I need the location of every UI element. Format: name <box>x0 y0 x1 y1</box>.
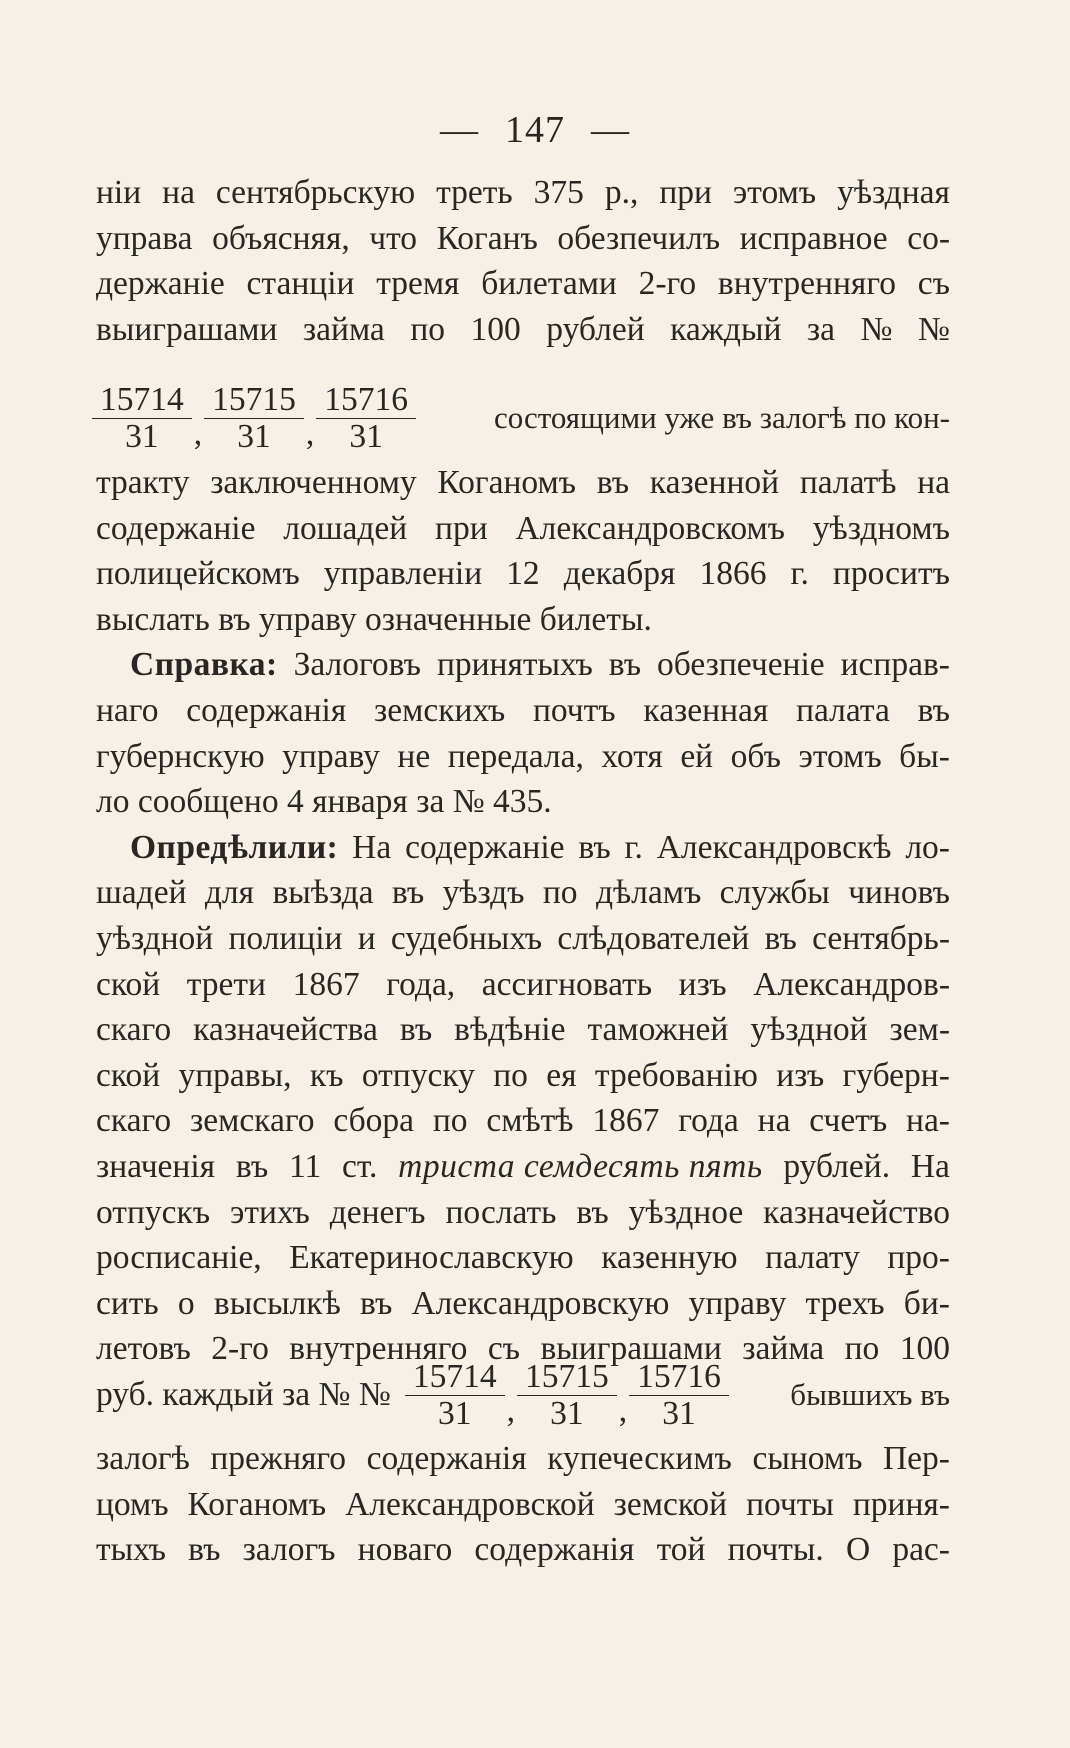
word: на <box>757 1102 791 1140</box>
word: въ <box>578 828 611 866</box>
word: содержанія <box>186 691 347 729</box>
word: слѣдователей <box>557 919 750 957</box>
word: передала, <box>447 737 584 775</box>
word: 1867 <box>592 1102 660 1140</box>
paragraph-2 <box>96 460 950 1372</box>
opredelili-label: Опредѣлили: <box>130 828 339 866</box>
word: палата <box>796 691 890 729</box>
word: тыхъ <box>96 1531 166 1569</box>
fraction: $\frac{15715}{31}$ <box>521 1359 613 1432</box>
word: уѣздъ <box>442 874 525 912</box>
text-line <box>96 1007 950 1053</box>
word: къ <box>309 1056 344 1094</box>
word: года <box>678 1102 739 1140</box>
word: изъ <box>776 1056 825 1094</box>
italic-amount: триста семдесять пять <box>398 1147 763 1185</box>
text-line <box>96 170 950 216</box>
text-line <box>96 1235 950 1281</box>
word: принятыхъ <box>436 646 593 684</box>
text-line <box>96 1527 950 1573</box>
word: билетами <box>481 265 617 303</box>
word: по <box>432 1102 468 1140</box>
fraction-row-1: $\frac{15714}{31}$ , $\frac{15715}{31}$ , $\frac{15716}{31}$ состоящими уже въ залогѣ по кон- <box>96 373 950 463</box>
word: росписаніе, <box>96 1239 262 1277</box>
word: судебныхъ <box>390 919 543 957</box>
word: въ <box>188 1531 221 1569</box>
word: года, <box>386 965 456 1003</box>
word: полицейскомъ <box>96 555 300 593</box>
word: внутренняго <box>717 265 896 303</box>
word: почтъ <box>533 691 616 729</box>
word: уѣздное <box>628 1193 744 1231</box>
word: въ <box>764 919 797 957</box>
word: вѣдѣніе <box>454 1011 566 1049</box>
text-line: ло сообщено 4 января за № 435. <box>96 783 552 821</box>
word: внутренняго <box>289 1330 468 1368</box>
text-line <box>96 216 950 262</box>
word: со- <box>907 219 950 257</box>
word: для <box>204 874 255 912</box>
word: съ <box>917 265 950 303</box>
text-line <box>96 1098 950 1144</box>
word: обезпечилъ <box>557 219 721 257</box>
text-line <box>96 307 950 353</box>
word: Александровскѣ <box>656 828 892 866</box>
word: бы- <box>899 737 950 775</box>
word: за <box>806 310 836 348</box>
word: содержаніе <box>96 509 256 547</box>
word: ст. <box>341 1147 378 1185</box>
word: ніи <box>96 174 142 211</box>
word: губерн- <box>842 1056 950 1094</box>
word: послать <box>445 1193 557 1231</box>
text-line: выслать въ управу означенные билеты. <box>96 600 652 638</box>
word: приня- <box>852 1485 950 1523</box>
word: выиграшами <box>96 310 278 348</box>
word: казенная <box>643 691 769 729</box>
word: тремя <box>376 265 460 303</box>
text-line <box>96 1053 950 1099</box>
page-header <box>0 108 1070 152</box>
word: г. <box>790 555 809 593</box>
word: 12 <box>506 555 540 593</box>
paragraph-3 <box>96 1436 950 1573</box>
word: по <box>844 1330 880 1368</box>
fraction-leading-text: руб. каждый за № № <box>96 1376 391 1413</box>
word: при <box>659 174 712 211</box>
word: этомъ <box>732 174 817 211</box>
word: 1866 <box>699 555 767 593</box>
word: на- <box>906 1102 950 1140</box>
word: 1867 <box>292 965 360 1003</box>
word: декабря <box>563 555 676 593</box>
word: № <box>918 310 950 348</box>
word: сыномъ <box>752 1440 863 1477</box>
word: объясняя, <box>212 219 350 257</box>
word: ей <box>680 737 714 775</box>
word: летовъ <box>96 1330 191 1368</box>
word: рублей. <box>783 1147 891 1185</box>
word: шадей <box>96 874 187 912</box>
word: съ <box>487 1330 521 1368</box>
word: счетъ <box>809 1102 888 1140</box>
word: каждый <box>670 310 782 348</box>
word: смѣтѣ <box>486 1102 574 1140</box>
word: На <box>352 828 392 866</box>
opredelili-line <box>96 825 950 871</box>
word: Коганомъ <box>187 1485 327 1523</box>
word: на <box>917 464 950 501</box>
text-line <box>96 1190 950 1236</box>
fraction: $\frac{15714}{31}$ <box>96 382 188 455</box>
fraction: $\frac{15714}{31}$ <box>409 1359 501 1432</box>
word: чиновъ <box>848 874 950 912</box>
word: казначейство <box>763 1193 950 1231</box>
word: не <box>397 737 431 775</box>
fraction-trailing-text: состоящими уже въ залогѣ по кон- <box>493 400 950 435</box>
word: 11 <box>288 1147 322 1185</box>
word: Александровскомъ <box>515 509 785 547</box>
word: земскаго <box>190 1102 315 1140</box>
word: по <box>410 310 445 348</box>
word: рублей <box>546 310 645 348</box>
word: ассигновать <box>481 965 653 1003</box>
fraction: $\frac{15716}{31}$ <box>633 1359 725 1432</box>
word: обезпеченіе <box>657 646 825 684</box>
word: при <box>435 509 488 547</box>
spravka-line <box>96 642 950 688</box>
word: губернскую <box>96 737 265 775</box>
word: купеческимъ <box>547 1440 732 1477</box>
word: высылкѣ <box>213 1284 341 1322</box>
spravka-label: Справка: <box>130 646 278 684</box>
word: въ <box>359 1284 393 1322</box>
text-line <box>96 1436 950 1482</box>
word: по <box>493 1056 528 1094</box>
word: по <box>542 874 578 912</box>
header-dash-right: — <box>591 109 630 151</box>
word: требованію <box>594 1056 758 1094</box>
word: хотя <box>601 737 663 775</box>
text-line <box>96 962 950 1008</box>
word: ской <box>96 1056 161 1094</box>
word: въ <box>608 646 642 684</box>
word: содержанія <box>366 1440 527 1477</box>
word: залогѣ <box>96 1440 190 1477</box>
fraction: $\frac{15715}{31}$ <box>208 382 300 455</box>
word: Александровскую <box>411 1284 670 1322</box>
word: денегъ <box>329 1193 426 1231</box>
header-dash-left: — <box>440 109 479 151</box>
word: въ <box>399 1011 433 1049</box>
word: этихъ <box>230 1193 310 1231</box>
word: управленіи <box>323 555 483 593</box>
word: цомъ <box>96 1485 169 1523</box>
word: полиціи <box>228 919 343 957</box>
word: выиграшами <box>540 1330 722 1368</box>
word: станціи <box>246 265 355 303</box>
word: лошадей <box>283 509 408 547</box>
word: Коганомъ <box>437 464 577 501</box>
text-line <box>96 734 950 780</box>
word: Александровской <box>345 1485 595 1523</box>
word: би- <box>903 1284 950 1322</box>
word: г. <box>624 828 643 866</box>
word: въ <box>235 1147 269 1185</box>
word: залогъ <box>242 1531 336 1569</box>
word: уѣздной <box>750 1011 868 1049</box>
text-line <box>96 688 950 734</box>
word: тракту <box>96 464 190 501</box>
word: про- <box>887 1239 950 1277</box>
word: отпуску <box>361 1056 475 1094</box>
word: Александров- <box>753 965 950 1003</box>
word: ея <box>546 1056 577 1094</box>
word: р., <box>604 174 639 211</box>
word: значенія <box>96 1147 216 1185</box>
text-line <box>96 261 950 307</box>
text-line <box>96 916 950 962</box>
word: № <box>860 310 893 348</box>
word: О <box>845 1531 871 1569</box>
word: отпускъ <box>96 1193 211 1231</box>
word: объ <box>730 737 781 775</box>
fraction-trailing-text: бывшихъ въ <box>790 1377 950 1412</box>
word: въ <box>596 464 630 501</box>
word: Екатеринославскую <box>289 1239 574 1277</box>
word: той <box>656 1531 706 1569</box>
fraction: $\frac{15716}{31}$ <box>320 382 412 455</box>
text-line <box>96 551 950 597</box>
word: заключенному <box>210 464 417 501</box>
word: уѣздномъ <box>812 509 950 547</box>
word: прежняго <box>210 1440 347 1477</box>
word: въ <box>391 874 425 912</box>
word: ло- <box>905 828 950 866</box>
word: почты <box>746 1485 834 1523</box>
word: въ <box>917 691 950 729</box>
word: службы <box>719 874 830 912</box>
word: треть <box>436 174 513 211</box>
word: исправное <box>739 219 888 257</box>
word: сентябрьскую <box>215 174 416 211</box>
word: займа <box>742 1330 825 1368</box>
word: дѣламъ <box>595 874 702 912</box>
word: наго <box>96 691 159 729</box>
word: трехъ <box>805 1284 885 1322</box>
word: уѣздная <box>837 174 950 211</box>
word: держаніе <box>96 265 225 303</box>
word: управу <box>282 737 380 775</box>
word: казенную <box>601 1239 738 1277</box>
word: о <box>177 1284 195 1322</box>
word: что <box>369 219 418 257</box>
word: скаго <box>96 1011 172 1049</box>
word: земской <box>613 1485 728 1523</box>
word: изъ <box>678 965 727 1003</box>
word: 375 <box>533 174 584 211</box>
text-line <box>96 1144 950 1190</box>
word: проситъ <box>832 555 950 593</box>
word: 100 <box>899 1330 950 1368</box>
word: На <box>910 1147 950 1185</box>
word: и <box>357 919 376 957</box>
word: сентябрь- <box>812 919 950 957</box>
word: зем- <box>889 1011 950 1049</box>
word: управа <box>96 219 193 257</box>
word: новаго <box>357 1531 453 1569</box>
word: 2-го <box>211 1330 269 1368</box>
text-line <box>96 460 950 506</box>
word: 100 <box>470 310 521 348</box>
word: 2-го <box>638 265 697 303</box>
word: рас- <box>892 1531 950 1569</box>
fraction-row-2: руб. каждый за № № $\frac{15714}{31}$ , $\frac{15715}{31}$ , $\frac{15716}{31}$ бывшихъ въ <box>96 1357 950 1432</box>
text-line <box>96 870 950 916</box>
word: выѣзда <box>272 874 374 912</box>
word: содержаніе <box>405 828 565 866</box>
word: трети <box>186 965 266 1003</box>
word: сбора <box>333 1102 415 1140</box>
word: Пер- <box>882 1440 950 1477</box>
page-number: 147 <box>505 109 565 151</box>
word: управы, <box>178 1056 292 1094</box>
word: палату <box>765 1239 860 1277</box>
word: скаго <box>96 1102 172 1140</box>
word: исправ- <box>840 646 950 684</box>
paragraph-1 <box>96 170 950 352</box>
word: таможней <box>587 1011 729 1049</box>
word: палатѣ <box>799 464 897 501</box>
text-line <box>96 1281 950 1327</box>
word: въ <box>576 1193 609 1231</box>
word: уѣздной <box>96 919 214 957</box>
word: казенной <box>649 464 780 501</box>
word: почты. <box>727 1531 824 1569</box>
word: содержанія <box>474 1531 635 1569</box>
word: Залоговъ <box>293 646 421 684</box>
word: ской <box>96 965 161 1003</box>
word: займа <box>302 310 385 348</box>
word: этомъ <box>798 737 882 775</box>
text-line <box>96 1482 950 1528</box>
word: Коганъ <box>436 219 538 257</box>
word: на <box>162 174 195 211</box>
word: сить <box>96 1284 159 1322</box>
word: земскихъ <box>374 691 506 729</box>
word: казначейства <box>193 1011 378 1049</box>
text-line <box>96 506 950 552</box>
word: управу <box>688 1284 787 1322</box>
